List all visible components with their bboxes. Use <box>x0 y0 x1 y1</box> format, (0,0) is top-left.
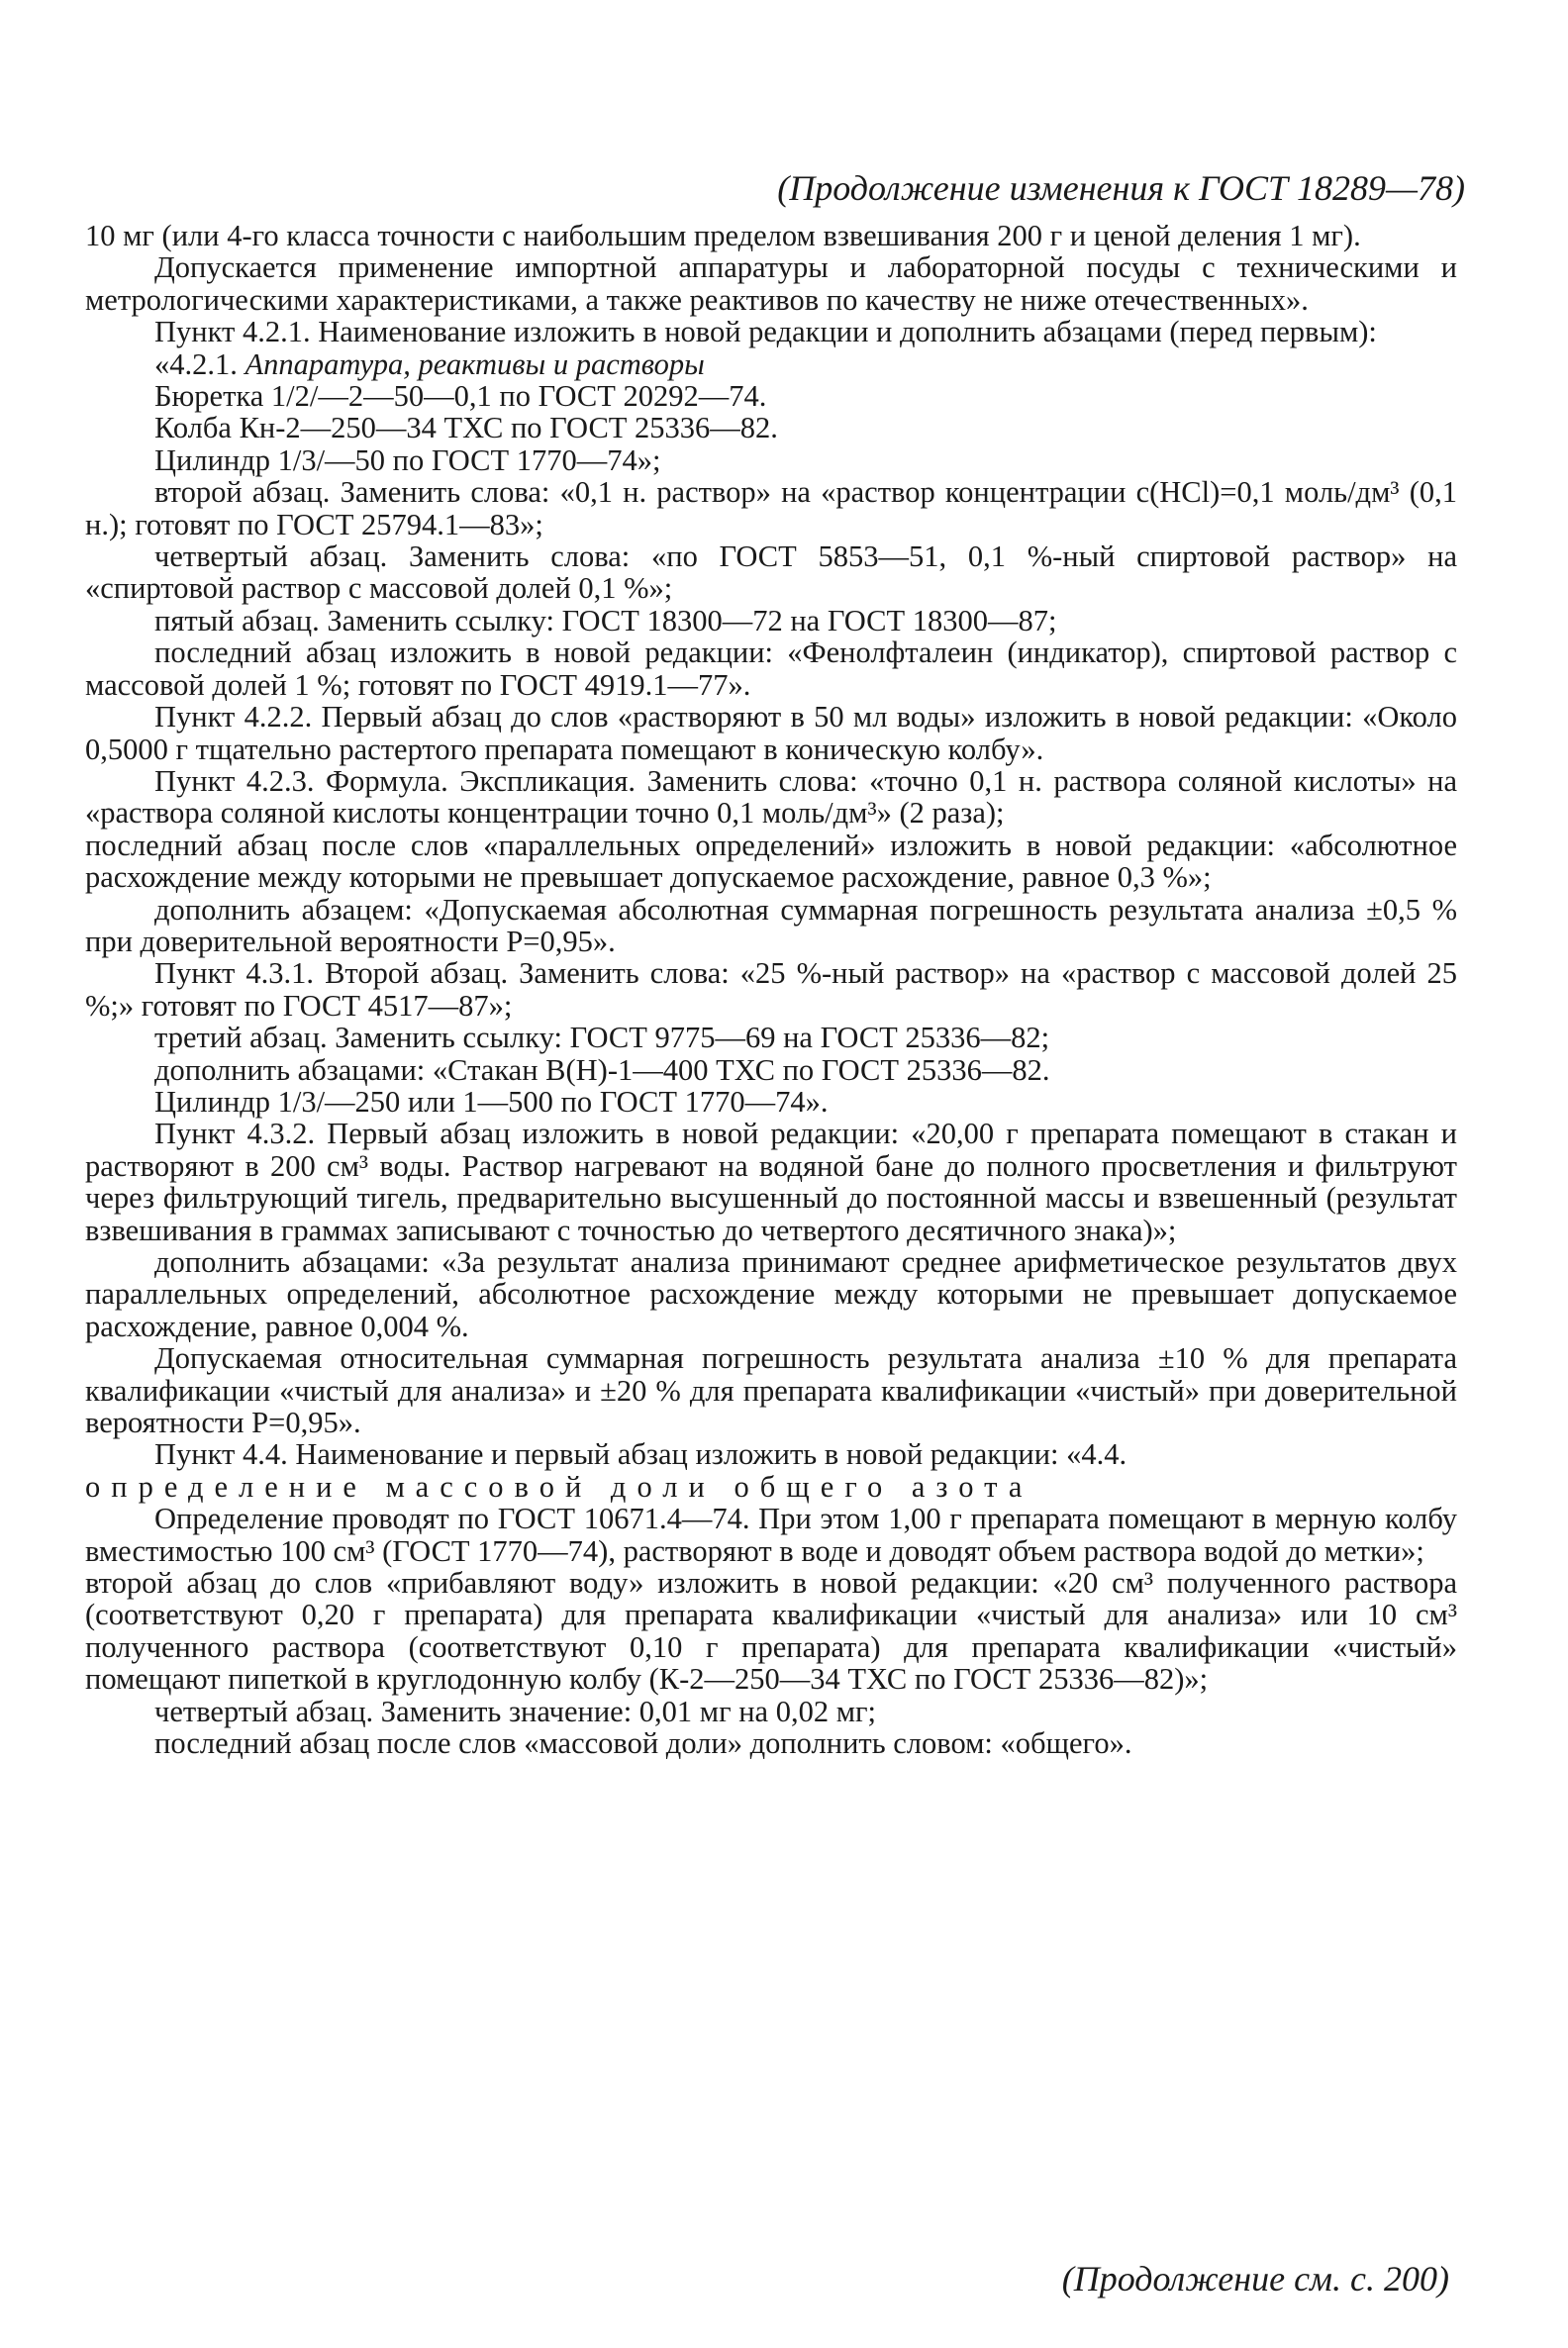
paragraph: дополнить абзацами: «За результат анализа принимают среднее арифметическое результатов двух параллельных определений, абсолютное расхождение между которыми не превышает допускаемое расхождение, равное 0,004 %. <box>85 1245 1457 1343</box>
section-subtitle: Аппаратура, реактивы и растворы <box>245 346 705 381</box>
paragraph-prefix: «4.2.1. <box>154 346 245 381</box>
paragraph: Определение проводят по ГОСТ 10671.4—74. При этом 1,00 г препарата помещают в мерную колбу вместимостью 100 см³ (ГОСТ 1770—74), растворяют в воде и доводят объем раствора водой до метки»; <box>85 1502 1457 1568</box>
paragraph: Пункт 4.2.2. Первый абзац до слов «растворяют в 50 мл воды» изложить в новой редакции: «Около 0,5000 г тщательно растертого препарата помещают в коническую колбу». <box>85 700 1457 766</box>
paragraph: второй абзац до слов «прибавляют воду» изложить в новой редакции: «20 см³ полученного раствора (соответствуют 0,20 г препарата) для препарата квалификации «чистый для анализа» или 10 см³ полученного раствора (соответствуют 0,10 г препарата) для препарата квалификации «чистый» помещают пипеткой в круглодонную колбу (К-2—250—34 ТХС по ГОСТ 25336—82)»; <box>85 1566 1457 1697</box>
paragraph: Пункт 4.3.1. Второй абзац. Заменить слова: «25 %-ный раствор» на «раствор с массовой долей 25 %;» готовят по ГОСТ 4517—87»; <box>85 956 1457 1023</box>
paragraph: 10 мг (или 4-го класса точности с наибольшим пределом взвешивания 200 г и ценой деления 1 мг). <box>85 219 1361 252</box>
paragraph: пятый абзац. Заменить ссылку: ГОСТ 18300—72 на ГОСТ 18300—87; <box>154 603 1057 637</box>
spaced-heading: определение массовой доли общего азота <box>85 1469 1033 1504</box>
paragraph: Пункт 4.4. Наименование и первый абзац изложить в новой редакции: «4.4. <box>154 1437 1127 1472</box>
paragraph: четвертый абзац. Заменить значение: 0,01 мг на 0,02 мг; <box>154 1694 877 1728</box>
paragraph: Пункт 4.2.3. Формула. Экспликация. Заменить слова: «точно 0,1 н. раствора соляной кислоты» на «раствора соляной кислоты концентрации точно 0,1 моль/дм³» (2 раза); <box>85 763 1457 831</box>
paragraph: дополнить абзацами: «Стакан В(Н)-1—400 ТХС по ГОСТ 25336—82. <box>154 1052 1050 1087</box>
page-header: (Продолжение изменения к ГОСТ 18289—78) <box>777 168 1465 208</box>
paragraph: последний абзац после слов «массовой доли» дополнить словом: «общего». <box>154 1726 1132 1761</box>
paragraph: дополнить абзацем: «Допускаемая абсолютная суммарная погрешность результата анализа ±0,5 % при доверительной вероятности P=0,95». <box>85 892 1457 958</box>
paragraph: Пункт 4.3.2. Первый абзац изложить в новой редакции: «20,00 г препарата помещают в стакан и растворяют в 200 см³ воды. Раствор нагревают на водяной бане до полного просветления и фильтруют через фильтрующий тигель, предварительно высушенный до постоянной массы и взвешенный (результат взвешивания в граммах записывают с точностью до четвертого десятичного знака)»; <box>85 1117 1457 1247</box>
paragraph: Цилиндр 1/3/—250 или 1—500 по ГОСТ 1770—74». <box>154 1084 829 1119</box>
paragraph: третий абзац. Заменить ссылку: ГОСТ 9775—69 на ГОСТ 25336—82; <box>154 1021 1050 1055</box>
paragraph: Цилиндр 1/3/—50 по ГОСТ 1770—74»; <box>154 442 661 477</box>
paragraph: Колба Кн-2—250—34 ТХС по ГОСТ 25336—82. <box>154 411 778 445</box>
paragraph <box>85 348 1457 380</box>
paragraph: Допускается применение импортной аппаратуры и лабораторной посуды с техническими и метрологическими характеристиками, а также реактивов по качеству не ниже отечественных». <box>85 250 1457 317</box>
document-body <box>85 220 1457 1760</box>
paragraph: четвертый абзац. Заменить слова: «по ГОСТ 5853—51, 0,1 %-ный спиртовой раствор» на «спиртовой раствор с массовой долей 0,1 %»; <box>85 539 1457 606</box>
paragraph: Пункт 4.2.1. Наименование изложить в новой редакции и дополнить абзацами (перед первым): <box>154 315 1377 349</box>
paragraph: второй абзац. Заменить слова: «0,1 н. раствор» на «раствор концентрации c(HCl)=0,1 моль/дм³ (0,1 н.); готовят по ГОСТ 25794.1—83»; <box>85 475 1457 541</box>
paragraph: Допускаемая относительная суммарная погрешность результата анализа ±10 % для препарата квалификации «чистый для анализа» и ±20 % для препарата квалификации «чистый» при доверительной вероятности P=0,95». <box>85 1341 1457 1440</box>
paragraph: последний абзац изложить в новой редакции: «Фенолфталеин (индикатор), спиртовой раствор с массовой долей 1 %; готовят по ГОСТ 4919.1—77». <box>85 636 1457 702</box>
paragraph: Бюретка 1/2/—2—50—0,1 по ГОСТ 20292—74. <box>154 379 767 414</box>
paragraph <box>85 1471 1457 1503</box>
paragraph: последний абзац после слов «параллельных определений» изложить в новой редакции: «абсолютное расхождение между которыми не превышает допускаемое расхождение, равное 0,3 %»; <box>85 828 1457 895</box>
page-footer: (Продолжение см. с. 200) <box>1061 2259 1449 2299</box>
